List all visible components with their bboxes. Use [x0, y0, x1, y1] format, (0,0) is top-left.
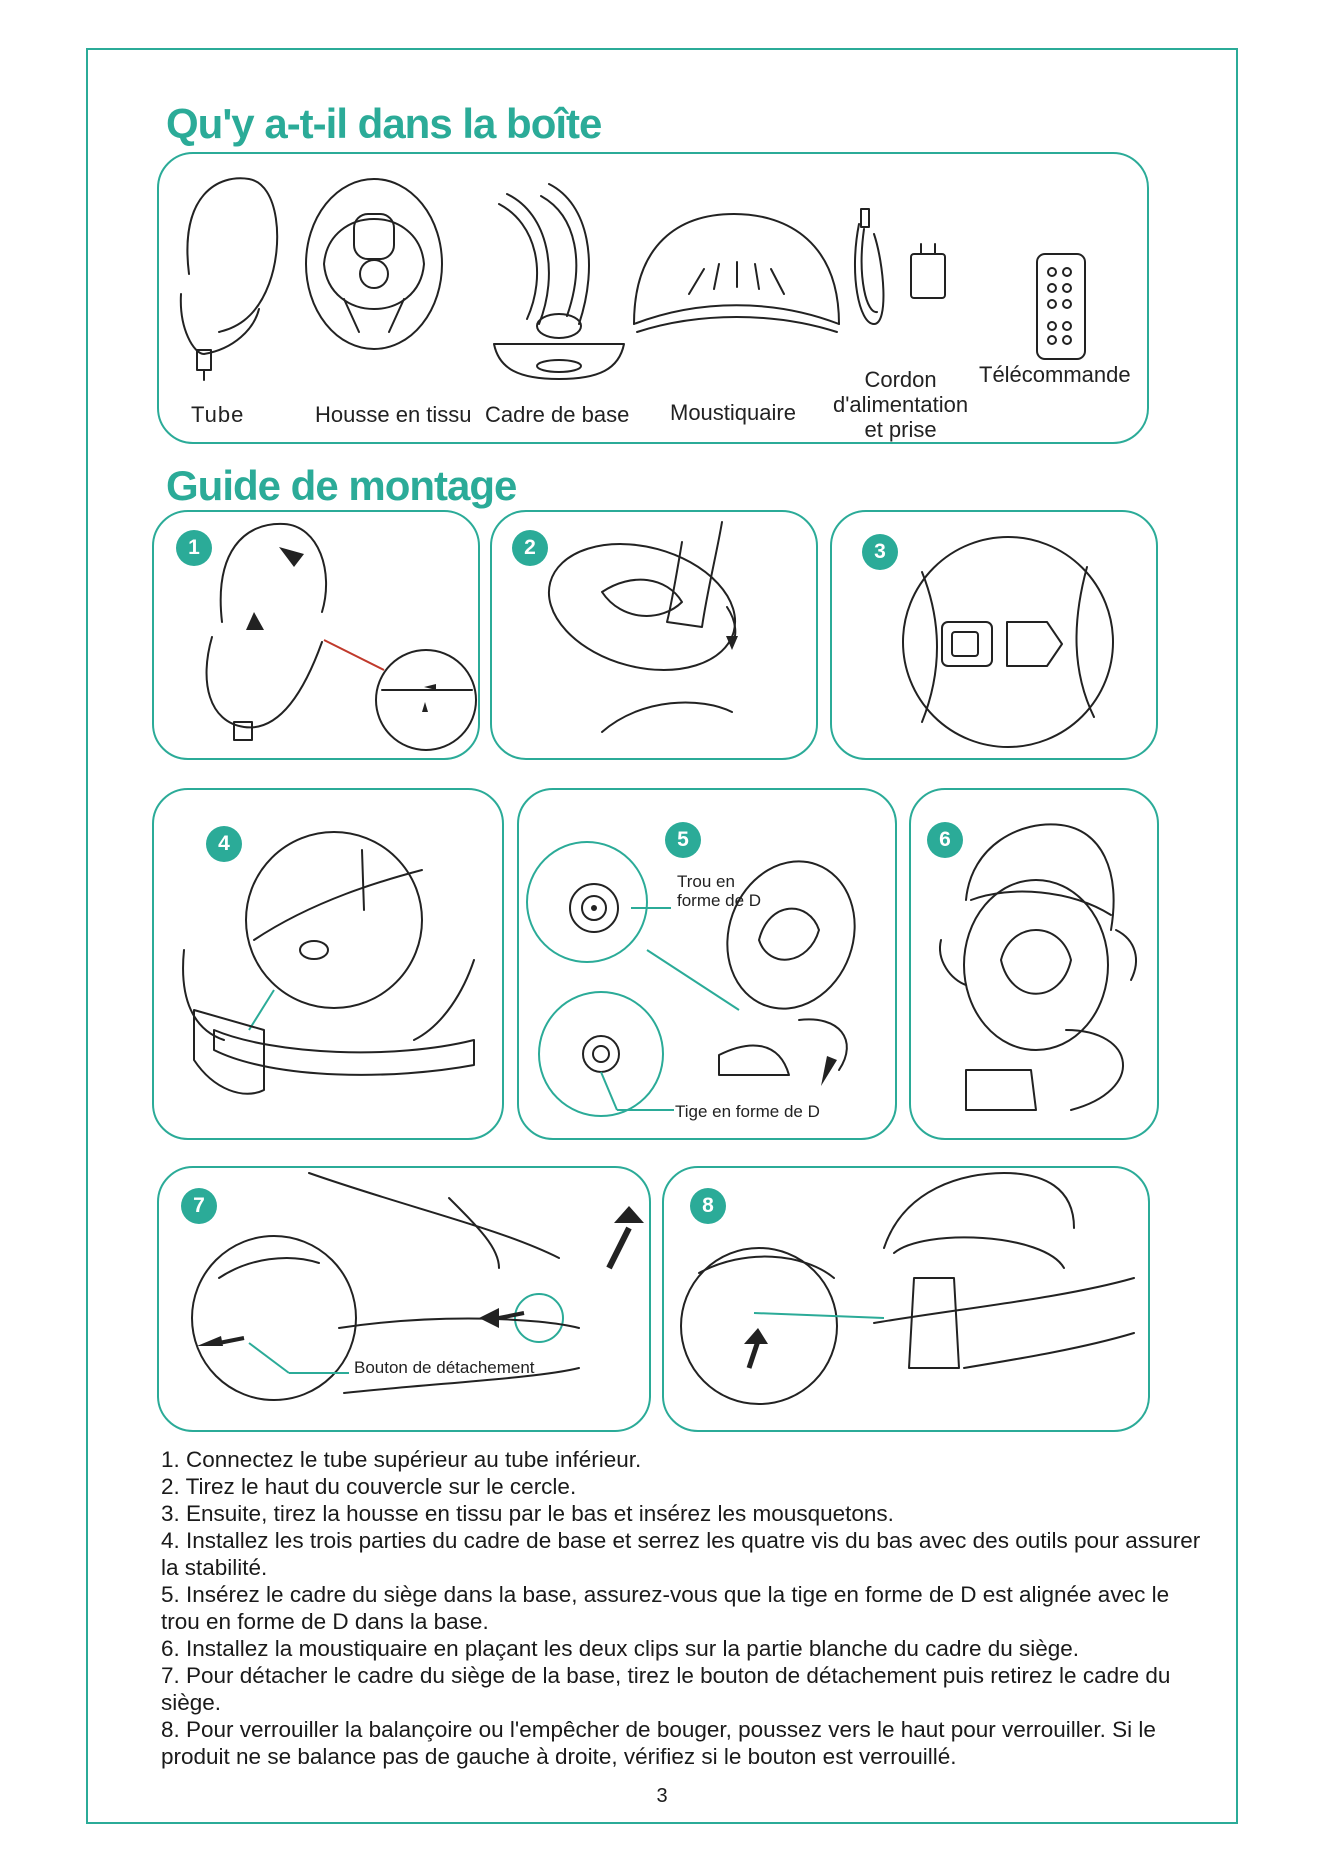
callout-d-hole: Trou en forme de D	[677, 872, 762, 910]
item-label-remote: Télécommande	[979, 362, 1131, 387]
assembly-title: Guide de montage	[166, 462, 517, 509]
step-8-badge: 8	[690, 1188, 726, 1224]
contents-title: Qu'y a-t-il dans la boîte	[166, 100, 602, 147]
step-7-badge: 7	[181, 1188, 217, 1224]
instruction-item: 5. Insérez le cadre du siège dans la base, assurez-vous que la tige en forme de D est alignée avec le trou en forme de D dans la base.	[161, 1582, 1170, 1634]
contents-panel	[157, 152, 1149, 444]
contents-illustrations	[159, 154, 1151, 446]
item-label-fabric-cover: Housse en tissu	[315, 402, 472, 427]
page-number: 3	[656, 1785, 668, 1807]
instruction-item: 1. Connectez le tube supérieur au tube inférieur.	[161, 1447, 642, 1472]
step-7-illustration	[159, 1168, 653, 1434]
step-5-illustration	[519, 790, 899, 1142]
item-label-tube: Tube	[191, 402, 245, 427]
step-4-panel	[152, 788, 504, 1140]
step-2-badge: 2	[512, 530, 548, 566]
step-1-illustration	[154, 512, 482, 762]
instruction-item: 4. Installez les trois parties du cadre de base et serrez les quatre vis du bas avec des outils pour assurer la stabilité.	[161, 1528, 1201, 1580]
step-5-badge: 5	[665, 822, 701, 858]
step-8-panel	[662, 1166, 1150, 1432]
step-2-panel	[490, 510, 818, 760]
base-frame-illustration	[494, 184, 624, 379]
step-3-panel	[830, 510, 1158, 760]
step-3-badge: 3	[862, 534, 898, 570]
callout-d-rod: Tige en forme de D	[675, 1102, 820, 1121]
fabric-cover-illustration	[306, 179, 442, 349]
step-1-badge: 1	[176, 530, 212, 566]
tube-illustration	[181, 178, 277, 380]
step-8-illustration	[664, 1168, 1152, 1434]
instructions-list	[161, 1446, 1201, 1770]
step-4-badge: 4	[206, 826, 242, 862]
callout-release-button: Bouton de détachement	[354, 1358, 535, 1377]
instruction-item: 8. Pour verrouiller la balançoire ou l'empêcher de bouger, poussez vers le haut pour verrouiller. Si le produit ne se balance pas de gauche à droite, vérifiez si le bouton est verrouillé.	[161, 1717, 1156, 1769]
item-label-power-cord: Cordon d'alimentation et prise	[833, 367, 969, 442]
step-1-panel	[152, 510, 480, 760]
step-6-illustration	[911, 790, 1161, 1142]
item-label-base-frame: Cadre de base	[485, 402, 630, 427]
instruction-item: 7. Pour détacher le cadre du siège de la base, tirez le bouton de détachement puis retirez le cadre du siège.	[161, 1663, 1171, 1715]
power-cord-illustration	[855, 209, 945, 324]
instruction-item: 6. Installez la moustiquaire en plaçant les deux clips sur la partie blanche du cadre du siège.	[161, 1636, 1080, 1661]
instruction-item: 3. Ensuite, tirez la housse en tissu par le bas et insérez les mousquetons.	[161, 1501, 894, 1526]
step-6-badge: 6	[927, 822, 963, 858]
mosquito-net-illustration	[634, 214, 839, 332]
remote-illustration	[1037, 254, 1085, 359]
step-7-panel	[157, 1166, 651, 1432]
item-label-mosquito-net: Moustiquaire	[670, 400, 796, 425]
step-4-illustration	[154, 790, 506, 1142]
step-6-panel	[909, 788, 1159, 1140]
step-2-illustration	[492, 512, 820, 762]
step-5-panel	[517, 788, 897, 1140]
instruction-item: 2. Tirez le haut du couvercle sur le cercle.	[161, 1474, 577, 1499]
step-3-illustration	[832, 512, 1160, 762]
